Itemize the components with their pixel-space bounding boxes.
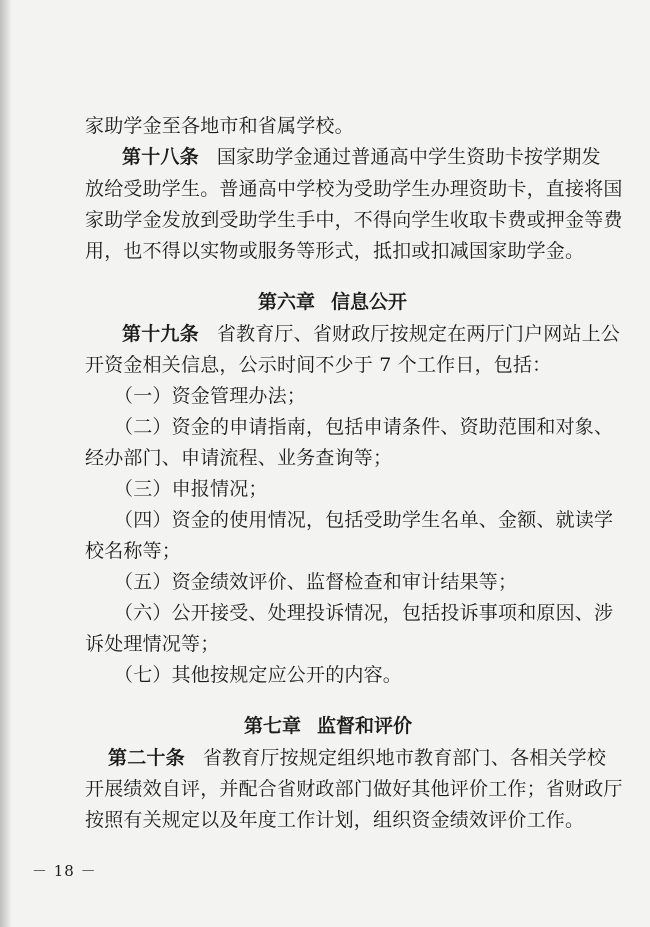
article-20-line-1 bbox=[108, 749, 606, 768]
chapter-6-title: 信息公开 bbox=[331, 291, 408, 313]
article-19-text: 省教育厅、省财政厅按规定在两厅门户网站上公 bbox=[216, 323, 621, 345]
article-19-line-1 bbox=[122, 325, 620, 344]
chapter-7-title: 监督和评价 bbox=[317, 715, 413, 737]
article-18-line-4: 用，也不得以实物或服务等形式，抵扣或扣减国家助学金。 bbox=[85, 240, 585, 262]
article-18-label: 第十八条 bbox=[122, 146, 199, 168]
list-item-2-line-1: （二）资金的申请指南，包括申请条件、资助范围和对象、 bbox=[114, 416, 614, 438]
list-item-5: （五）资金绩效评价、监督检查和审计结果等； bbox=[114, 571, 518, 593]
chapter-7-heading bbox=[244, 717, 412, 736]
article-20-line-3: 按照有关规定以及年度工作计划，组织资金绩效评价工作。 bbox=[85, 809, 585, 831]
article-20-text: 省教育厅按规定组织地市教育部门、各相关学校 bbox=[202, 747, 607, 769]
page-number: － 18 － bbox=[32, 862, 97, 880]
list-item-2-line-2: 经办部门、申请流程、业务查询等； bbox=[85, 447, 393, 469]
article-18-text: 国家助学金通过普通高中学生资助卡按学期发 bbox=[216, 146, 601, 168]
page-edge-shadow bbox=[0, 0, 12, 927]
chapter-6-heading bbox=[258, 293, 407, 312]
list-item-1: （一）资金管理办法； bbox=[114, 385, 307, 407]
article-18-line-2: 放给受助学生。普通高中学校为受助学生办理资助卡，直接将国 bbox=[85, 178, 623, 200]
paragraph-line: 家助学金至各地市和省属学校。 bbox=[85, 115, 354, 137]
article-19-label: 第十九条 bbox=[122, 323, 199, 345]
list-item-7: （七）其他按规定应公开的内容。 bbox=[114, 664, 403, 686]
list-item-6-line-1: （六）公开接受、处理投诉情况，包括投诉事项和原因、涉 bbox=[114, 602, 614, 624]
chapter-7-number: 第七章 bbox=[244, 715, 302, 737]
list-item-6-line-2: 诉处理情况等； bbox=[85, 633, 220, 655]
article-20-label: 第二十条 bbox=[108, 747, 185, 769]
list-item-3: （三）申报情况； bbox=[114, 478, 268, 500]
article-19-line-2: 开资金相关信息，公示时间不少于 7 个工作日，包括： bbox=[85, 354, 552, 376]
chapter-6-number: 第六章 bbox=[258, 291, 316, 313]
list-item-4-line-2: 校名称等； bbox=[85, 540, 182, 562]
list-item-4-line-1: （四）资金的使用情况，包括受助学生名单、金额、就读学 bbox=[114, 509, 614, 531]
article-20-line-2: 开展绩效自评，并配合省财政部门做好其他评价工作；省财政厅 bbox=[85, 778, 623, 800]
article-18-line-3: 家助学金发放到受助学生手中，不得向学生收取卡费或押金等费 bbox=[85, 209, 623, 231]
article-18-line-1 bbox=[122, 148, 601, 167]
